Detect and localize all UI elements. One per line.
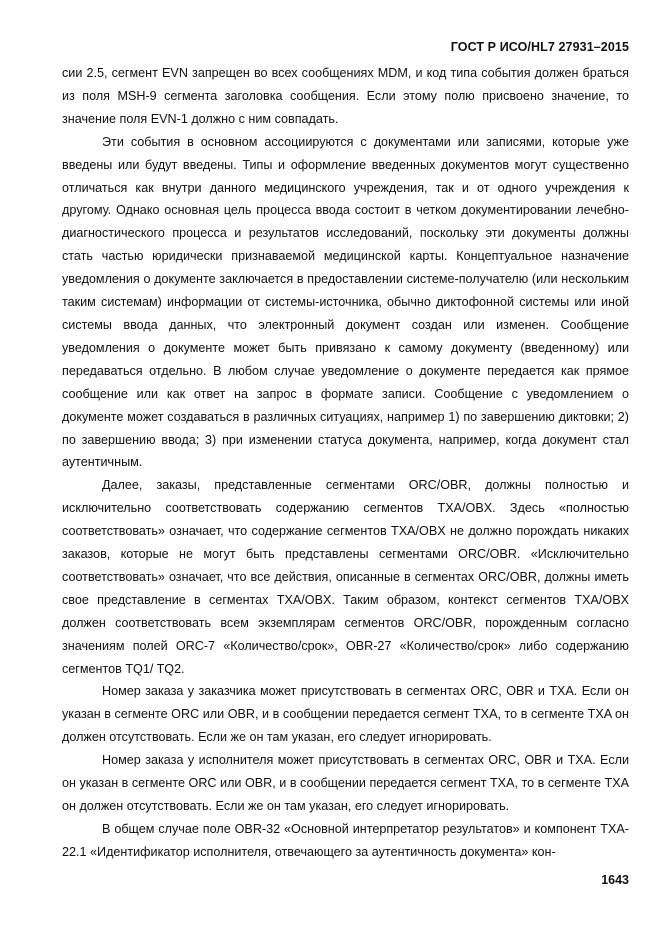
- paragraph-4: Номер заказа у заказчика может присутствовать в сегментах ORC, OBR и TXA. Если он указан в сегменте ORC или OBR, и в сообщении передается сегмент TXA, то в сегменте TXA он должен отсутствовать. Если же он там указан, его следует игнорировать.: [62, 684, 629, 745]
- paragraph-2: Эти события в основном ассоциируются с документами или записями, которые уже введены или будут введены. Типы и оформление введенных документов могут существенно отличаться как внутри данного медицинского учреждения, так и от одного учреждения к другому. Однако основная цель процесса ввода состоит в четком документировании лечебно-диагностического процесса и результатов исследований, поскольку эти документы должны стать частью юридически признаваемой медицинской карты. Концептуальное назначение уведомления о документе заключается в предоставлении системе-получателю (или нескольким таким системам) информации от системы-источника, обычно диктофонной системы или иной системы ввода данных, что электронный документ создан или изменен. Сообщение уведомления о документе может быть привязано к самому документу (введенному) или передаваться отдельно. В любом случае уведомление о документе передается как прямое сообщение или как ответ на запрос в формате записи. Сообщение с уведомлением о документе может создаваться в различных ситуациях, например 1) по завершению диктовки; 2) по завершению ввода; 3) при изменении статуса документа, например, когда документ стал аутентичным.: [62, 134, 629, 470]
- paragraph-6: В общем случае поле OBR-32 «Основной интерпретатор результатов» и компонент TXA-22.1 «Идентификатор исполнителя, отвечающего за аутентичность документа» кон-: [62, 821, 629, 859]
- standard-header: ГОСТ Р ИСО/HL7 27931–2015: [450, 40, 629, 54]
- page-number: 1643: [601, 873, 629, 887]
- paragraph-1: сии 2.5, сегмент EVN запрещен во всех сообщениях MDM, и код типа события должен браться из поля MSH-9 сегмента заголовка сообщения. Если этому полю присвоено значение, то значение поля EVN-1 должно с ним совпадать.: [62, 66, 629, 126]
- paragraph-5: Номер заказа у исполнителя может присутствовать в сегментах ORC, OBR и TXA. Если он указан в сегменте ORC или OBR, и в сообщении передается сегмент TXA, то в сегменте TXA он должен отсутствовать. Если же он там указан, его следует игнорировать.: [62, 753, 629, 813]
- body-text: [62, 62, 629, 864]
- paragraph-3: Далее, заказы, представленные сегментами ORC/OBR, должны полностью и исключительно соответствовать содержанию сегментов TXA/OBX. Здесь «полностью соответствовать» означает, что содержание сегментов TXA/OBX не должно порождать никаких заказов, которые не могут быть представлены сегментами ORC/OBR. «Исключительно соответствовать» означает, что все действия, описанные в сегментах ORC/OBR, должны иметь свое представление в сегментах TXA/OBX. Таким образом, контекст сегментов TXA/OBX должен соответствовать всем экземплярам сегментов ORC/OBR, порожденным согласно значениям полей ORC-7 «Количество/срок», OBR-27 «Количество/срок» либо содержанию сегментов TQ1/ TQ2.: [62, 478, 629, 676]
